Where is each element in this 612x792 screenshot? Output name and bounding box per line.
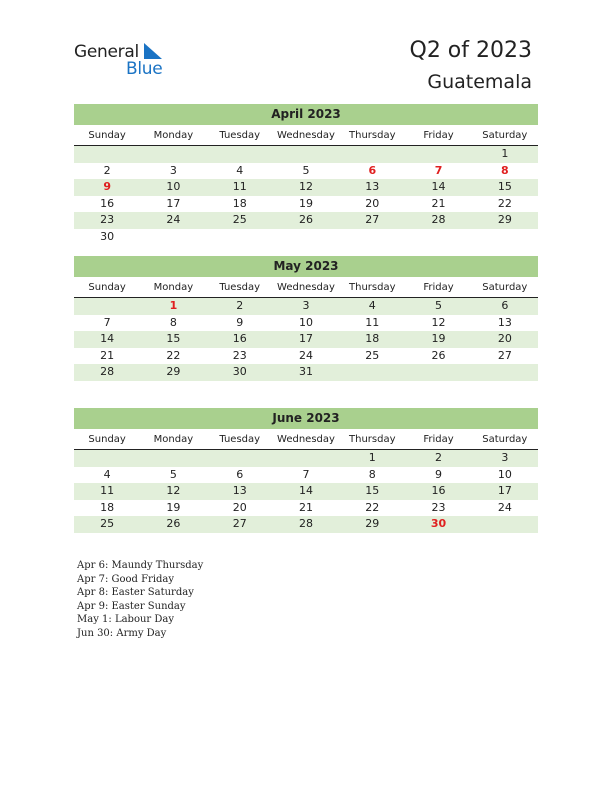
calendar-date [140, 229, 206, 246]
calendar-date: 27 [232, 517, 247, 531]
holiday-date: 9 [103, 180, 111, 194]
holiday-date: 6 [368, 163, 377, 177]
calendar-date: 20 [365, 196, 380, 210]
weekday-label: Tuesday [219, 282, 261, 293]
weekday-label: Tuesday [219, 434, 261, 445]
calendar-date: 28 [298, 517, 313, 531]
calendar-date: 11 [365, 315, 380, 329]
weekday-label: Friday [423, 434, 454, 445]
weekday-label: Wednesday [277, 434, 335, 445]
calendar-date [405, 364, 471, 381]
calendar-date: 25 [232, 213, 247, 227]
weekday-label: Thursday [349, 130, 396, 141]
logo-triangle-icon [142, 43, 162, 59]
weekday-label: Saturday [482, 282, 528, 293]
calendar-date [140, 146, 206, 163]
calendar-date: 1 [368, 451, 376, 464]
week-row [74, 348, 538, 365]
calendar-date: 24 [166, 213, 181, 227]
holiday-note: Apr 8: Easter Saturday [77, 587, 194, 598]
weekday-label: Thursday [349, 282, 396, 293]
calendar-date: 2 [435, 451, 443, 464]
calendar-date [207, 229, 273, 246]
calendar-date: 16 [100, 196, 115, 210]
calendar-date: 10 [298, 315, 313, 329]
calendar-date [472, 516, 538, 533]
calendar-date [207, 146, 273, 163]
weekday-label: Monday [153, 282, 194, 293]
calendar-date: 10 [166, 180, 181, 194]
logo-text-general: General [74, 42, 139, 62]
holiday-note: May 1: Labour Day [77, 614, 174, 625]
calendar-date: 9 [236, 315, 244, 329]
calendar-date: 8 [169, 315, 177, 329]
calendar-date: 4 [103, 467, 111, 481]
calendar-date: 29 [365, 517, 380, 531]
calendar-date: 20 [497, 332, 512, 346]
holiday-note: Apr 6: Maundy Thursday [77, 560, 204, 571]
weekday-label: Wednesday [277, 282, 335, 293]
logo-text-blue: Blue [126, 59, 163, 79]
generalblue-logo [74, 42, 174, 82]
holiday-date: 8 [501, 163, 509, 177]
calendar-date: 3 [169, 163, 177, 177]
calendar-date: 23 [431, 500, 446, 514]
month-calendar [74, 408, 538, 533]
weekday-label: Thursday [349, 434, 396, 445]
calendar-date: 29 [497, 213, 512, 227]
calendar-date: 21 [298, 500, 313, 514]
weekday-label: Wednesday [277, 130, 335, 141]
calendar-date [273, 450, 339, 467]
calendar-date: 9 [435, 467, 443, 481]
week-row [74, 450, 538, 467]
holiday-date: 1 [169, 299, 178, 312]
calendar-date [339, 146, 405, 163]
calendar-date: 15 [365, 484, 380, 498]
calendar-date: 21 [100, 348, 115, 362]
calendar-date: 26 [298, 213, 313, 227]
weekday-header-row [74, 431, 538, 450]
holiday-date: 30 [430, 517, 447, 531]
calendar-date: 18 [100, 500, 115, 514]
calendar-date: 11 [100, 484, 115, 498]
calendar-date [472, 229, 538, 246]
weekday-label: Monday [153, 130, 194, 141]
calendar-date: 23 [232, 348, 247, 362]
week-row [74, 483, 538, 500]
weekday-header-row [74, 127, 538, 146]
calendar-date [140, 450, 206, 467]
month-header: June 2023 [74, 408, 538, 429]
calendar-date: 15 [497, 180, 512, 194]
month-header: May 2023 [74, 256, 538, 277]
calendar-date: 6 [501, 299, 509, 312]
calendar-date [405, 146, 471, 163]
month-calendar [74, 256, 538, 381]
calendar-date: 7 [302, 467, 310, 481]
calendar-date: 2 [103, 163, 111, 177]
weekday-label: Saturday [482, 434, 528, 445]
weekday-label: Friday [423, 282, 454, 293]
week-row [74, 146, 538, 163]
holiday-note: Jun 30: Army Day [77, 627, 167, 639]
calendar-date: 2 [236, 299, 244, 312]
calendar-date: 29 [166, 365, 181, 379]
week-row [74, 467, 538, 484]
calendar-date: 26 [166, 517, 181, 531]
calendar-date: 5 [435, 299, 443, 312]
calendar-date [74, 298, 140, 315]
weekday-label: Sunday [88, 282, 126, 293]
calendar-date [472, 364, 538, 381]
calendar-date: 10 [497, 467, 512, 481]
calendar-date [207, 450, 273, 467]
calendar-date: 16 [232, 332, 247, 346]
calendar-date: 19 [431, 332, 446, 346]
calendar-date: 27 [497, 348, 512, 362]
calendar-date: 19 [166, 500, 181, 514]
calendar-date: 12 [431, 315, 446, 329]
calendar-date: 17 [298, 332, 313, 346]
calendar-date [74, 450, 140, 467]
week-row [74, 163, 538, 180]
calendar-date: 22 [497, 196, 512, 210]
calendar-date: 5 [169, 467, 177, 481]
weekday-label: Tuesday [219, 130, 261, 141]
week-row [74, 364, 538, 381]
week-row [74, 298, 538, 315]
calendar-date: 11 [232, 180, 247, 194]
page-subtitle: Guatemala [427, 71, 532, 93]
weekday-label: Monday [153, 434, 194, 445]
calendar-date: 14 [100, 332, 115, 346]
week-row [74, 229, 538, 246]
calendar-date: 22 [166, 348, 181, 362]
weekday-label: Sunday [88, 434, 126, 445]
calendar-date: 18 [365, 332, 380, 346]
week-row [74, 516, 538, 533]
calendar-date: 4 [236, 163, 244, 177]
calendar-date: 17 [497, 484, 512, 498]
month-header: April 2023 [74, 104, 538, 125]
week-row [74, 196, 538, 213]
calendar-date [273, 229, 339, 246]
weekday-header-row [74, 279, 538, 298]
calendar-date: 3 [302, 299, 310, 312]
calendar-date: 3 [501, 451, 509, 464]
calendar-date: 13 [232, 484, 247, 498]
month-calendar [74, 104, 538, 246]
calendar-date [74, 146, 140, 163]
calendar-date: 18 [232, 196, 247, 210]
page-title: Q2 of 2023 [409, 38, 532, 63]
week-row [74, 179, 538, 196]
calendar-date: 24 [298, 348, 313, 362]
calendar-date [273, 146, 339, 163]
calendar-date: 5 [302, 163, 310, 177]
calendar-date: 7 [103, 315, 111, 329]
weekday-label: Saturday [482, 130, 528, 141]
calendar-date: 12 [166, 484, 181, 498]
calendar-date: 21 [431, 196, 446, 210]
calendar-date: 8 [368, 467, 376, 481]
calendar-date: 17 [166, 196, 181, 210]
weekday-label: Friday [423, 130, 454, 141]
calendar-date: 1 [501, 147, 509, 160]
calendar-date: 26 [431, 348, 446, 362]
week-row [74, 331, 538, 348]
calendar-date: 30 [100, 229, 115, 243]
week-row [74, 315, 538, 332]
calendar-date: 28 [100, 365, 115, 379]
calendar-date: 22 [365, 500, 380, 514]
calendar-date: 20 [232, 500, 247, 514]
calendar-date [339, 229, 405, 246]
calendar-date: 30 [232, 365, 247, 379]
calendar-date: 13 [365, 180, 380, 194]
weekday-label: Sunday [88, 130, 126, 141]
calendar-date: 19 [298, 196, 313, 210]
week-row [74, 500, 538, 517]
calendar-date: 12 [298, 180, 313, 194]
calendar-date: 27 [365, 213, 380, 227]
calendar-date: 24 [497, 500, 512, 514]
calendar-date: 31 [298, 365, 313, 379]
calendar-date: 28 [431, 213, 446, 227]
calendar-date: 6 [236, 467, 244, 481]
week-row [74, 212, 538, 229]
calendar-date: 14 [298, 484, 313, 498]
calendar-date: 13 [497, 315, 512, 329]
holiday-date: 7 [434, 163, 443, 177]
holiday-notes [77, 559, 203, 640]
calendar-date: 25 [100, 517, 115, 531]
calendar-date: 4 [368, 299, 376, 312]
calendar-date: 15 [166, 332, 181, 346]
holiday-note: Apr 7: Good Friday [77, 573, 175, 585]
calendar-date: 25 [365, 348, 380, 362]
holiday-note: Apr 9: Easter Sunday [77, 600, 186, 612]
calendar-date [339, 364, 405, 381]
calendar-date: 16 [431, 484, 446, 498]
calendar-date [405, 229, 471, 246]
calendar-date: 14 [431, 180, 446, 194]
calendar-date: 23 [100, 213, 115, 227]
